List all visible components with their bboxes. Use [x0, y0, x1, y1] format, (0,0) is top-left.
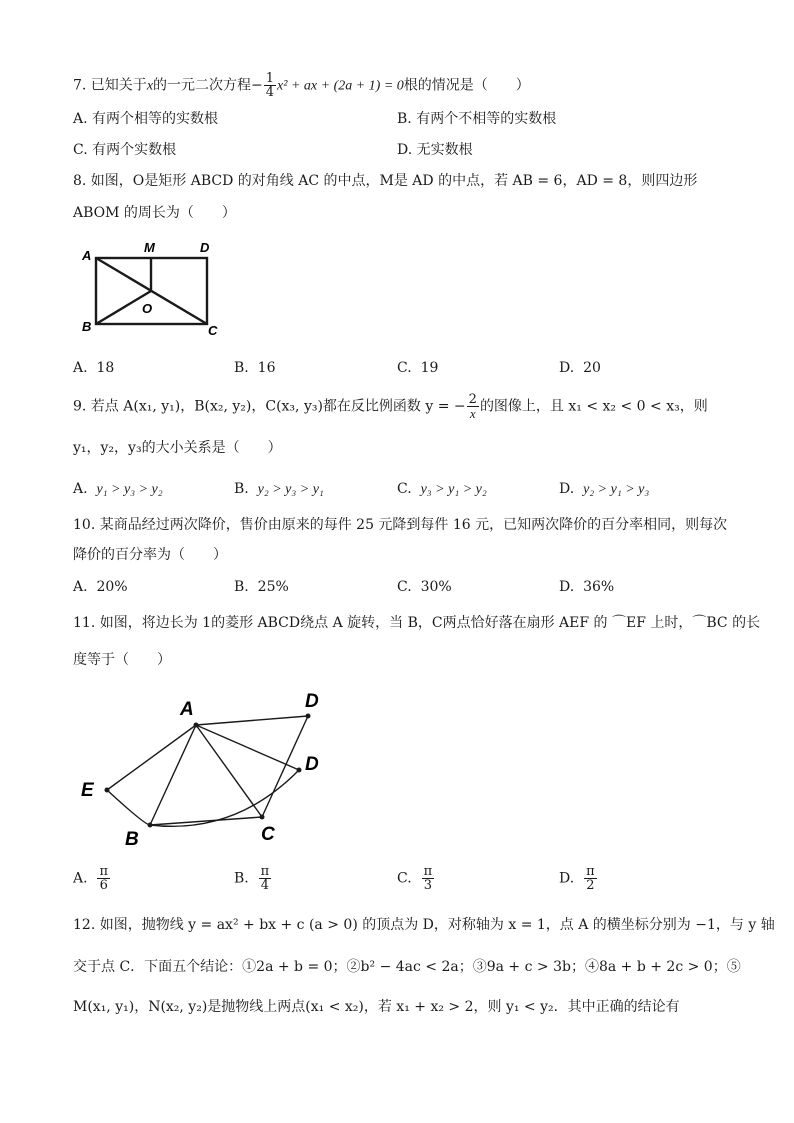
q8-stem-line1: 8. 如图，O是矩形 ABCD 的对角线 AC 的中点，M是 AD 的中点，若 AB = 6，AD = 8，则四边形: [73, 173, 698, 189]
q10-stem-line2: 降价的百分率为（ ）: [73, 547, 227, 563]
q11-segment-bc: [150, 817, 262, 825]
q10-option-c[interactable]: C. 30%: [397, 579, 452, 595]
q11-segment-cd-top: [262, 716, 308, 817]
q8-label-b: B: [82, 319, 92, 334]
q11-segment-ae: [107, 725, 196, 790]
q8-option-a[interactable]: A. 18: [73, 360, 115, 376]
q11-label-e: E: [81, 780, 94, 801]
q12-stem-line2: 交于点 C．下面五个结论：①2a + b = 0；②b² − 4ac < 2a；③9a + c > 3b；④8a + b + 2c > 0；⑤: [73, 959, 741, 975]
q11-stem-line1: 11. 如图，将边长为 1的菱形 ABCD绕点 A 旋转，当 B，C两点恰好落在扇形 AEF 的 ⌒EF 上时，⌒BC 的长: [73, 615, 761, 631]
q9-option-b[interactable]: B. y₂ > y₃ > y₁: [234, 481, 324, 497]
q9-option-a[interactable]: A. y₁ > y₃ > y₂: [73, 481, 163, 497]
q11-label-d-right: D: [305, 754, 319, 775]
q10-option-a[interactable]: A. 20%: [73, 579, 128, 595]
q8-option-d[interactable]: D. 20: [559, 360, 601, 376]
q8-label-a: A: [82, 248, 92, 263]
q7-option-b[interactable]: B. 有两个不相等的实数根: [397, 111, 557, 127]
q11-segment-ab: [150, 725, 196, 825]
q11-segment-ad-top: [196, 716, 308, 725]
q8-label-c: C: [208, 323, 218, 338]
q11-option-b[interactable]: B. $\frac{\pi}{4}$: [234, 864, 270, 893]
q9-option-d[interactable]: D. y₂ > y₁ > y₃: [559, 481, 650, 497]
q8-rectangle-figure: [78, 238, 238, 338]
q7-option-a[interactable]: A. 有两个相等的实数根: [73, 111, 219, 127]
q11-label-d-top: D: [305, 691, 319, 712]
q10-stem-line1: 10. 某商品经过两次降价，售价由原来的每件 25 元降到每件 16 元，已知两次降价的百分率相同，则每次: [73, 517, 728, 533]
q8-option-c[interactable]: C. 19: [397, 360, 439, 376]
q7-option-d[interactable]: D. 无实数根: [397, 142, 473, 158]
q11-option-d[interactable]: D. $\frac{\pi}{2}$: [559, 864, 595, 893]
q11-option-a[interactable]: A. $\frac{\pi}{6}$: [73, 864, 109, 893]
q12-stem-line1: 12. 如图，抛物线 y = ax² + bx + c (a > 0) 的顶点为 D，对称轴为 x = 1，点 A 的横坐标分别为 −1，与 y 轴: [73, 917, 775, 933]
q7-stem: 7. 已知关于x的一元二次方程− $\frac{1}{4}$ x² + ax + (2a + 1) = 0根的情况是（ ）: [73, 71, 530, 100]
q11-label-c: C: [261, 824, 275, 845]
q7-option-c[interactable]: C. 有两个实数根: [73, 142, 177, 158]
q7-var-x: x: [146, 78, 154, 94]
q11-label-a: A: [180, 699, 194, 720]
q9-stem-line1: 9. 若点 A(x₁, y₁)，B(x₂, y₂)，C(x₃, y₃)都在反比例函数 y = − $\frac{2}{x}$ 的图像上，且 x₁ < x₂ < 0 < x₃，则: [73, 392, 708, 421]
q8-label-d: D: [200, 240, 210, 255]
q11-label-b: B: [125, 829, 139, 850]
q9-fraction: $\frac{2}{x}$: [468, 392, 477, 421]
q7-fraction: $\frac{1}{4}$: [265, 71, 275, 100]
q8-label-m: M: [144, 240, 155, 255]
q8-stem-line2: ABOM 的周长为（ ）: [73, 205, 236, 221]
q11-stem-line2: 度等于（ ）: [73, 652, 171, 668]
q9-option-c[interactable]: C. y₃ > y₁ > y₂: [397, 481, 487, 497]
q10-option-b[interactable]: B. 25%: [234, 579, 289, 595]
q9-stem-line2: y₁，y₂，y₃的大小关系是（ ）: [73, 440, 282, 456]
q12-stem-line3: M(x₁, y₁)，N(x₂, y₂)是抛物线上两点(x₁ < x₂)，若 x₁ + x₂ > 2，则 y₁ < y₂．其中正确的结论有: [73, 999, 680, 1015]
q10-option-d[interactable]: D. 36%: [559, 579, 615, 595]
q11-option-c[interactable]: C. $\frac{\pi}{3}$: [397, 864, 433, 893]
q8-label-o: O: [142, 301, 153, 316]
q8-option-b[interactable]: B. 16: [234, 360, 276, 376]
q11-rhombus-sector-figure: [75, 685, 335, 855]
